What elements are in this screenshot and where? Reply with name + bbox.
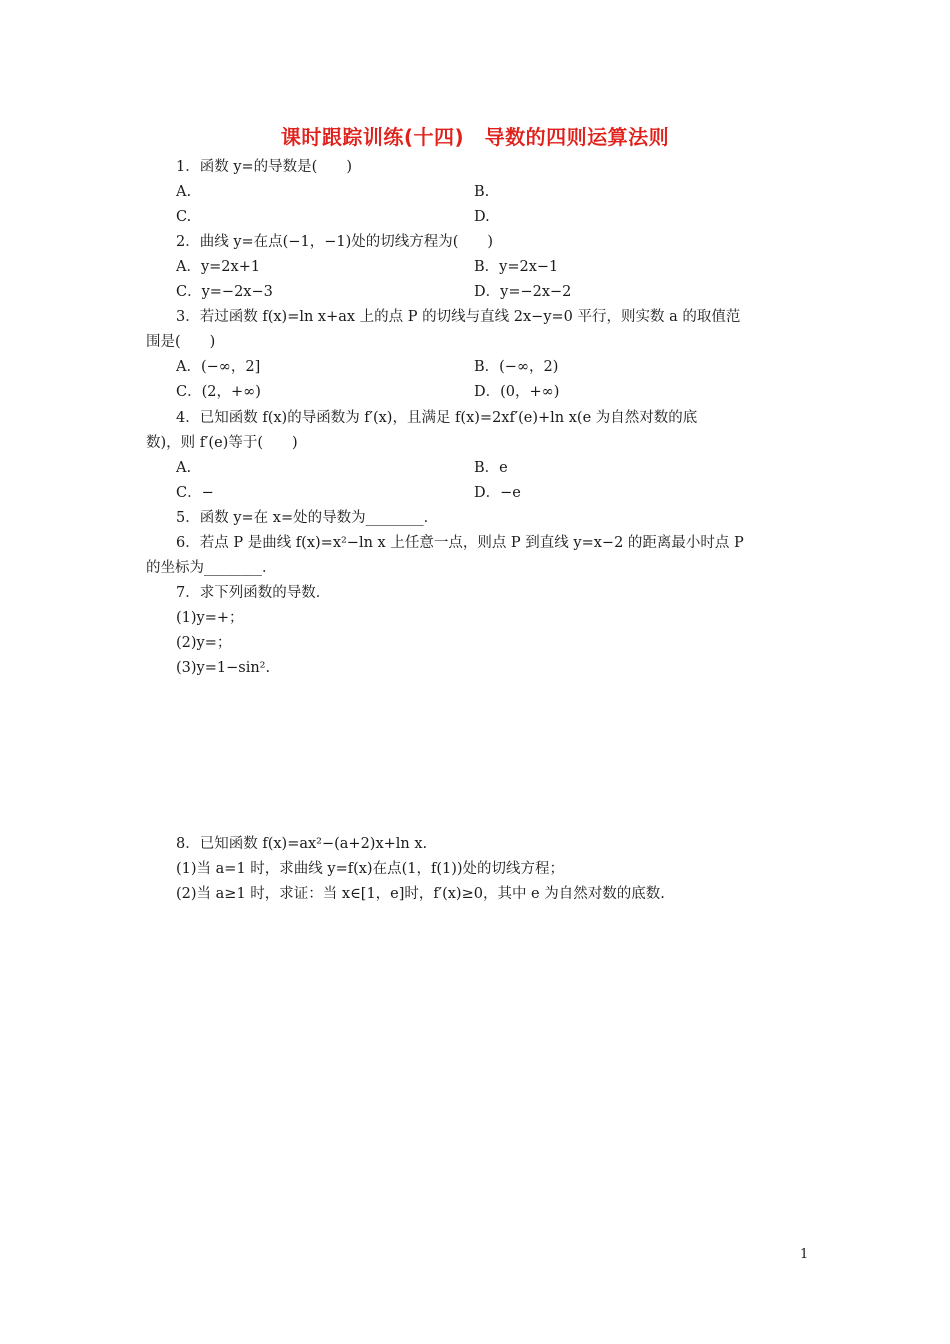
question-4-option-b: B．e xyxy=(474,460,508,476)
question-4-option-d: D．−e xyxy=(474,485,521,501)
question-2-option-d: D．y=−2x−2 xyxy=(474,284,572,300)
question-8-part-1: (1)当 a=1 时，求曲线 y=f(x)在点(1，f(1))处的切线方程； xyxy=(176,861,565,877)
question-7-part-2: (2)y=； xyxy=(176,635,232,651)
question-7-part-3: (3)y=1−sin². xyxy=(176,660,271,676)
question-4-stem: 4．已知函数 f(x)的导函数为 f′(x)，且满足 f(x)=2xf′(e)+ln x(e 为自然对数的底 xyxy=(176,410,698,426)
question-4-stem-continued: 数)，则 f′(e)等于( ) xyxy=(146,435,298,451)
question-3-stem: 3．若过函数 f(x)=ln x+ax 上的点 P 的切线与直线 2x−y=0 平行，则实数 a 的取值范 xyxy=(176,309,741,325)
question-1-option-b: B. xyxy=(474,184,490,200)
page-title: 课时跟踪训练(十四) 导数的四则运算法则 xyxy=(280,125,670,149)
question-7-stem: 7．求下列函数的导数． xyxy=(176,585,331,601)
question-3-option-c: C．(2，+∞) xyxy=(176,384,261,400)
question-1-stem: 1．函数 y=的导数是( ) xyxy=(176,159,352,175)
question-1-option-d: D. xyxy=(474,209,490,225)
page-number: 1 xyxy=(800,1247,809,1262)
question-5-stem: 5．函数 y=在 x=处的导数为________． xyxy=(176,510,439,526)
question-7-part-1: (1)y=+； xyxy=(176,610,244,626)
question-3-option-d: D．(0，+∞) xyxy=(474,384,560,400)
question-1-option-a: A. xyxy=(176,184,192,200)
question-3-stem-continued: 围是( ) xyxy=(146,334,216,350)
question-6-stem-continued: 的坐标为________． xyxy=(146,560,277,576)
question-8-stem: 8．已知函数 f(x)=ax²−(a+2)x+ln x. xyxy=(176,836,428,852)
question-2-stem: 2．曲线 y=在点(−1，−1)处的切线方程为( ) xyxy=(176,234,494,250)
question-4-option-a: A. xyxy=(176,460,192,476)
question-1-option-c: C. xyxy=(176,209,192,225)
question-2-option-c: C．y=−2x−3 xyxy=(176,284,273,300)
question-6-stem: 6．若点 P 是曲线 f(x)=x²−ln x 上任意一点，则点 P 到直线 y=x−2 的距离最小时点 P xyxy=(176,535,744,551)
question-3-option-b: B．(−∞，2) xyxy=(474,359,559,375)
question-2-option-b: B．y=2x−1 xyxy=(474,259,559,275)
question-4-option-c: C．− xyxy=(176,485,214,501)
question-2-option-a: A．y=2x+1 xyxy=(176,259,261,275)
question-8-part-2: (2)当 a≥1 时，求证：当 x∈[1，e]时，f′(x)≥0，其中 e 为自然对数的底数. xyxy=(176,886,665,902)
question-3-option-a: A．(−∞，2] xyxy=(176,359,261,375)
